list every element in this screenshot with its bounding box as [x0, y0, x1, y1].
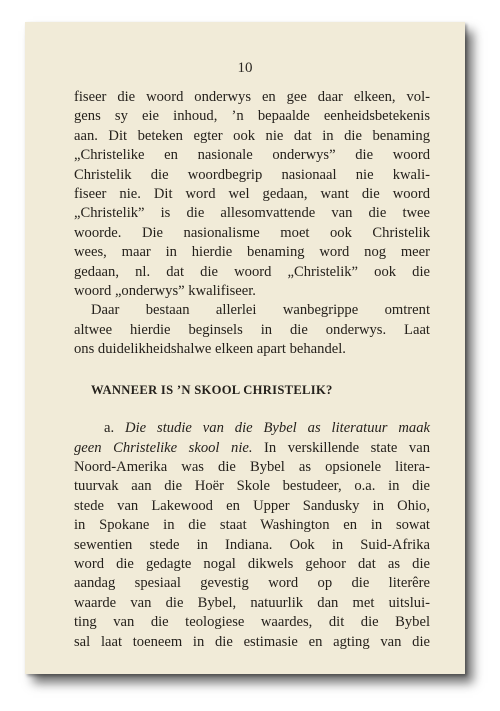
text-line: ons duidelikheidshalwe elkeen apart behandel. [74, 341, 346, 358]
text-line: stede van Lakewood en Upper Sandusky in Ohio, [74, 497, 430, 514]
text-run: In verskillende state van [252, 439, 430, 456]
text-line: „Christelike en nasionale onderwys” die woord [74, 147, 430, 164]
text-line: waarde van die Bybel, natuurlik dan met uitslui- [74, 594, 430, 611]
text-line: fiseer nie. Dit word wel gedaan, want die woord [74, 186, 430, 203]
page-body [74, 88, 430, 652]
text-line: fiseer die woord onderwys en gee daar elkeen, vol- [74, 89, 430, 105]
paragraph-1 [74, 88, 430, 301]
paragraph-2 [74, 301, 430, 359]
text-line: woorde. Die nasionalisme moet ook Christelik [74, 224, 430, 241]
text-line: in Spokane in die staat Washington en in sowat [74, 517, 430, 534]
text-line: Christelik die woordbegrip nasionaal nie kwali- [74, 166, 430, 183]
text-line: wees, maar in hierdie benaming word nog meer [74, 244, 430, 261]
text-line: gedaan, nl. dat die woord „Christelik” ook die [74, 263, 430, 280]
text-line: „Christelik” is die allesomvattende van die twee [74, 205, 430, 222]
text-line: ting van die teologiese waardes, dit die Bybel [74, 614, 430, 631]
italic-text: geen Christelike skool nie. [74, 439, 253, 456]
text-line: sal laat toeneem in die estimasie en agting van die [74, 633, 430, 650]
paragraph-3 [74, 419, 430, 652]
text-line: Daar bestaan allerlei wanbegrippe omtrent [91, 302, 430, 319]
text-line: altwee hierdie beginsels in die onderwys. Laat [74, 321, 430, 338]
text-line [74, 419, 430, 438]
text-line: Noord-Amerika was die Bybel as opsionele litera- [74, 458, 430, 475]
page-number: 10 [237, 60, 253, 76]
list-marker: a. [104, 420, 126, 437]
text-line: tuurvak aan die Hoër Skole bestudeer, o.a. in die [74, 478, 430, 495]
book-page [25, 22, 465, 674]
text-line: aandag spesiaal gevestig word op die literêre [74, 575, 430, 592]
text-line: aan. Dit beteken egter ook nie dat in die benaming [74, 127, 430, 144]
text-line: word die gedagte nogal dikwels gehoor dat as die [74, 555, 430, 572]
section-heading: WANNEER IS ’N SKOOL CHRISTELIK? [91, 382, 333, 397]
text-line: gens sy eie inhoud, ’n bepaalde eenheidsbetekenis [74, 108, 430, 125]
italic-text: Die studie van die Bybel as literatuur maak [125, 420, 431, 437]
text-line: sewentien stede in Indiana. Ook in Suid-Afrika [74, 536, 430, 553]
text-line: woord „onderwys” kwalifiseer. [74, 283, 256, 300]
text-line [74, 439, 430, 458]
